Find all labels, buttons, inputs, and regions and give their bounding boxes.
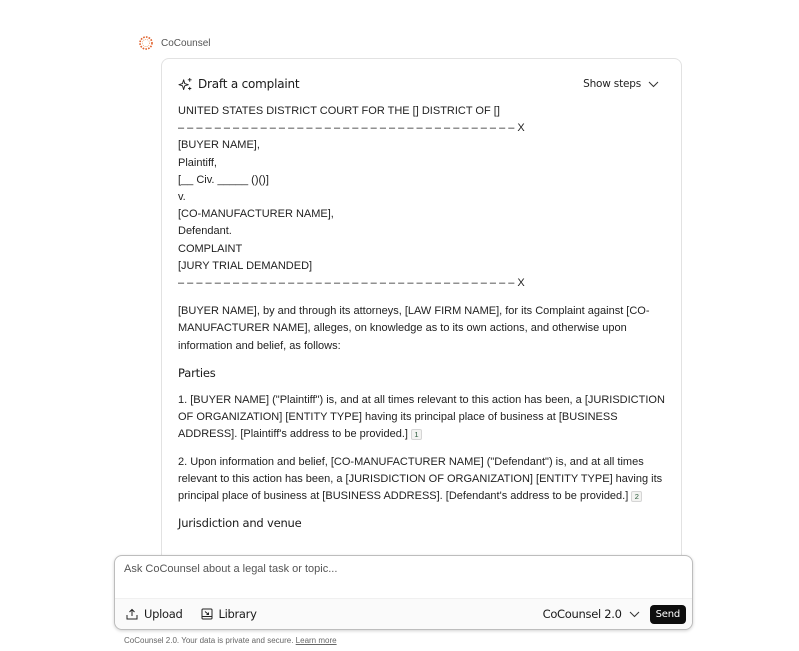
caption-line: [__ Civ. _____ ()()] <box>178 173 269 186</box>
caption-block <box>178 103 668 292</box>
cocounsel-logo-icon <box>138 35 154 51</box>
upload-button[interactable] <box>126 607 183 621</box>
caption-line: UNITED STATES DISTRICT COURT FOR THE [] DISTRICT OF [] <box>178 105 500 117</box>
upload-icon <box>126 608 138 620</box>
composer <box>114 555 693 630</box>
footer-note <box>124 636 337 645</box>
caption-line: COMPLAINT <box>178 242 243 255</box>
library-button[interactable] <box>201 607 257 621</box>
composer-toolbar <box>115 598 692 629</box>
library-icon <box>201 608 213 620</box>
caption-line: [BUYER NAME], <box>178 139 260 152</box>
send-button[interactable]: Send <box>650 605 686 624</box>
caption-divider: – – – – – – – – – – – – – – – – – – – – – – – – – – – – – – – – – – – – – X <box>178 277 525 290</box>
chevron-down-icon <box>648 81 659 88</box>
prompt-input[interactable] <box>124 563 664 593</box>
footer-text: CoCounsel 2.0. Your data is private and secure. <box>124 636 296 645</box>
paragraph-1-text: 1. [BUYER NAME] ("Plaintiff") is, and at all times relevant to this action has been, a [JURISDICTION OF ORGANIZATION] [ENTITY TYPE] having its principal place of business at [BUSINESS ADDRESS]. [Plaintiff's address to be provided.] <box>178 394 665 441</box>
intro-paragraph: [BUYER NAME], by and through its attorneys, [LAW FIRM NAME], for its Complaint against [CO-MANUFACTURER NAME], alleges, on knowledge as to its own actions, and otherwise upon information and belief, as follows: <box>178 305 650 352</box>
learn-more-link[interactable]: Learn more <box>295 636 337 645</box>
caption-line: v. <box>178 191 186 204</box>
show-steps-label: Show steps <box>583 78 641 90</box>
model-selector[interactable] <box>543 607 640 621</box>
card-title-text: Draft a complaint <box>198 77 300 91</box>
caption-line: [JURY TRIAL DEMANDED] <box>178 259 313 272</box>
card-title <box>178 77 299 92</box>
paragraph-2 <box>178 454 668 506</box>
complaint-document <box>178 103 668 532</box>
card-header <box>178 75 659 93</box>
paragraph-2-text: 2. Upon information and belief, [CO-MANUFACTURER NAME] ("Defendant") is, and at all times relevant to this action has been, a [JURISDICTION OF ORGANIZATION] [ENTITY TYPE] having its principal place of business at [BUSINESS ADDRESS]. [Defendant's address to be provided.] <box>178 455 663 503</box>
section-heading-parties: Parties <box>178 365 216 380</box>
citation-badge-1[interactable]: 1 <box>411 429 422 440</box>
brand-header <box>138 35 210 51</box>
chevron-down-icon <box>629 611 640 618</box>
upload-label: Upload <box>144 607 183 621</box>
paragraph-1 <box>178 392 668 444</box>
brand-name: CoCounsel <box>161 37 211 49</box>
library-label: Library <box>218 607 257 621</box>
sparkle-icon <box>178 77 193 92</box>
model-selected-label: CoCounsel 2.0 <box>542 607 622 621</box>
caption-line: Plaintiff, <box>178 156 217 169</box>
caption-divider: – – – – – – – – – – – – – – – – – – – – – – – – – – – – – – – – – – – – – X <box>178 122 525 135</box>
show-steps-toggle[interactable] <box>583 78 659 90</box>
caption-line: Defendant. <box>178 225 232 238</box>
citation-badge-2[interactable]: 2 <box>631 491 642 502</box>
caption-line: [CO-MANUFACTURER NAME], <box>178 208 334 221</box>
section-heading-jurisdiction: Jurisdiction and venue <box>178 516 302 531</box>
response-card <box>161 58 682 578</box>
